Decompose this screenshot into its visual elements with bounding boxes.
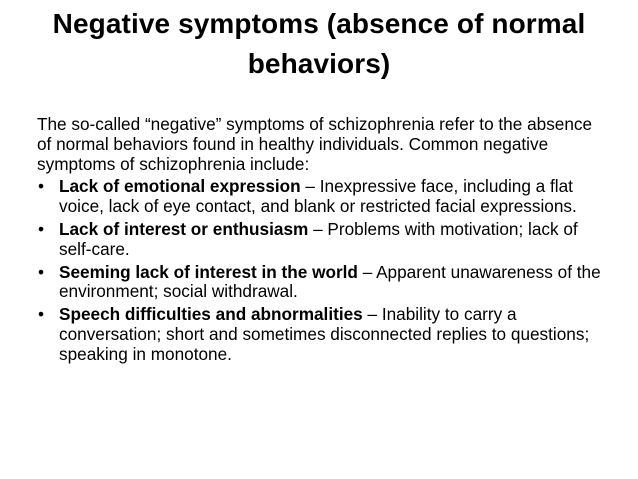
slide-title: Negative symptoms (absence of normal behaviors) [52,8,586,79]
bullet-term: Speech difficulties and abnormalities [59,304,363,325]
bullet-description: – Inability to carry a conversation; short and sometimes disconnected replies to questions; speaking in monotone. [59,304,590,364]
bullet-item [37,263,603,303]
bullet-term: Seeming lack of interest in the world [59,261,358,282]
bullet-list [37,177,603,364]
bullet-term: Lack of emotional expression [59,176,301,197]
bullet-item [37,177,603,217]
bullet-dot-icon: • [38,304,45,325]
bullet-description: – Problems with motivation; lack of self-care. [59,218,578,259]
bullet-dot-icon: • [38,261,45,282]
bullet-item [37,220,603,260]
slide-body [37,115,603,365]
bullet-dot-icon: • [38,176,45,197]
bullet-description: – Apparent unawareness of the environment; social withdrawal. [59,261,601,302]
intro-paragraph: The so-called “negative” symptoms of schizophrenia refer to the absence of normal behaviors found in healthy individuals. Common negative symptoms of schizophrenia include: [37,114,593,174]
bullet-term: Lack of interest or enthusiasm [59,218,309,239]
bullet-item [37,305,603,364]
bullet-description: – Inexpressive face, including a flat voice, lack of eye contact, and blank or restricted facial expressions. [59,176,577,217]
bullet-dot-icon: • [38,218,45,239]
